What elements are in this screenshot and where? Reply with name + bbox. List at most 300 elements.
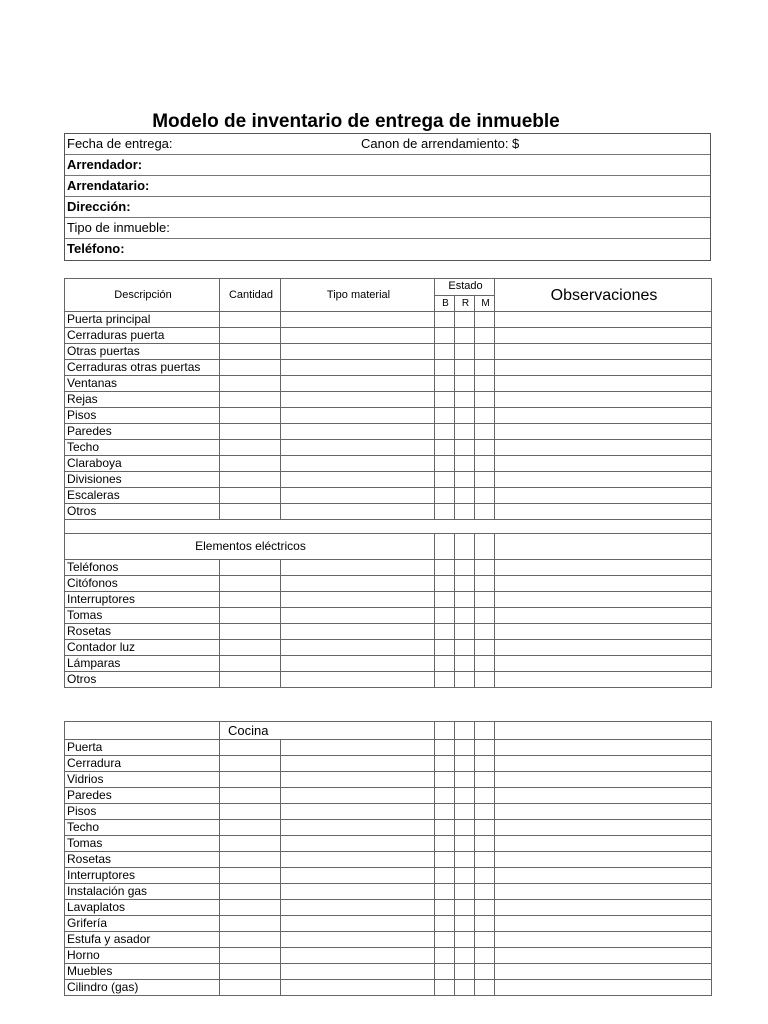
cantidad-cell [220,772,281,788]
kitchen-row [65,964,712,980]
tipo-material-cell [281,440,435,456]
observaciones-cell [495,640,712,656]
estado-m-cell [475,868,495,884]
electric-row [65,672,712,688]
kitchen-row [65,820,712,836]
observaciones-cell [495,964,712,980]
tipo-material-cell [281,884,435,900]
kitchen-row [65,948,712,964]
item-description: Puerta [65,740,220,756]
kitchen-row [65,884,712,900]
cantidad-cell [220,392,281,408]
estado-b-cell [435,656,455,672]
estado-m-cell [475,804,495,820]
cantidad-cell [220,592,281,608]
col-header-m: M [475,295,495,312]
electric-section-header [65,534,712,560]
estado-b-cell [435,608,455,624]
telefono-label: Teléfono: [67,241,125,256]
estado-b-cell [435,788,455,804]
kitchen-row [65,980,712,996]
inventory-row [65,408,712,424]
tipo-material-cell [281,344,435,360]
item-description: Otros [65,504,220,520]
tipo-material-cell [281,836,435,852]
electric-section-title: Elementos eléctricos [65,534,435,560]
inventory-row [65,376,712,392]
observaciones-cell [495,576,712,592]
item-description: Techo [65,440,220,456]
item-description: Otros [65,672,220,688]
estado-r-cell [455,964,475,980]
arrendatario-row [65,176,710,197]
observaciones-cell [495,884,712,900]
electric-row [65,640,712,656]
spacer-body [65,520,712,534]
estado-r-cell [455,656,475,672]
cantidad-cell [220,576,281,592]
tipo-material-cell [281,488,435,504]
direccion-row [65,197,710,218]
estado-r-cell [455,756,475,772]
estado-m-cell [475,820,495,836]
observaciones-cell [495,932,712,948]
inventory-row [65,488,712,504]
item-description: Interruptores [65,592,220,608]
estado-m-cell [475,576,495,592]
estado-b-cell [435,804,455,820]
estado-m-cell [475,964,495,980]
estado-m-cell [475,328,495,344]
estado-b-cell [435,344,455,360]
item-description: Divisiones [65,472,220,488]
item-description: Contador luz [65,640,220,656]
estado-m-cell [475,836,495,852]
tipo-inmueble-label: Tipo de inmueble: [67,220,170,235]
kitchen-section-title: Cocina [220,722,435,740]
estado-b-cell [435,392,455,408]
estado-r-cell [455,592,475,608]
item-description: Claraboya [65,456,220,472]
estado-b-cell [435,592,455,608]
estado-m-cell [475,440,495,456]
item-description: Lámparas [65,656,220,672]
cantidad-cell [220,820,281,836]
kitchen-section-header [65,722,712,740]
estado-r-cell [455,788,475,804]
kitchen-items-body [65,722,712,996]
electric-row [65,608,712,624]
estado-r-cell [455,948,475,964]
estado-b-cell [435,376,455,392]
cantidad-cell [220,440,281,456]
telefono-row [65,239,710,260]
cantidad-cell [220,360,281,376]
estado-m-cell [475,376,495,392]
cantidad-cell [220,672,281,688]
item-description: Paredes [65,424,220,440]
estado-r-cell [455,504,475,520]
cantidad-cell [220,740,281,756]
observaciones-cell [495,456,712,472]
item-description: Cerraduras puerta [65,328,220,344]
item-description: Pisos [65,804,220,820]
page-title: Modelo de inventario de entrega de inmueble [152,111,560,132]
estado-m-cell [475,852,495,868]
item-description: Rosetas [65,624,220,640]
observaciones-cell [495,772,712,788]
inventory-row [65,456,712,472]
estado-b-cell [435,852,455,868]
item-description: Cilindro (gas) [65,980,220,996]
item-description: Citófonos [65,576,220,592]
observaciones-cell [495,868,712,884]
arrendador-label: Arrendador: [67,157,143,172]
cantidad-cell [220,560,281,576]
electric-row [65,576,712,592]
tipo-material-cell [281,656,435,672]
observaciones-cell [495,560,712,576]
inventory-row [65,344,712,360]
estado-r-cell [455,772,475,788]
estado-m-cell [475,592,495,608]
estado-r-cell [455,820,475,836]
item-description: Paredes [65,788,220,804]
item-description: Techo [65,820,220,836]
observaciones-cell [495,756,712,772]
estado-b-cell [435,932,455,948]
item-description: Tomas [65,608,220,624]
cantidad-cell [220,980,281,996]
tipo-material-cell [281,576,435,592]
estado-r-cell [455,608,475,624]
arrendador-row [65,155,710,176]
tipo-material-cell [281,772,435,788]
estado-b-cell [435,836,455,852]
estado-r-cell [455,376,475,392]
estado-b-cell [435,640,455,656]
observaciones-cell [495,408,712,424]
inventory-row [65,392,712,408]
col-header-tipo-material: Tipo material [281,279,435,312]
item-description: Estufa y asador [65,932,220,948]
estado-b-cell [435,884,455,900]
cantidad-cell [220,884,281,900]
item-description: Tomas [65,836,220,852]
inventory-row [65,312,712,328]
col-header-descripcion: Descripción [65,279,220,312]
canon-label: Canon de arrendamiento: $ [361,136,520,151]
estado-m-cell [475,560,495,576]
tipo-material-cell [281,472,435,488]
electric-row [65,560,712,576]
estado-r-cell [455,900,475,916]
estado-b-cell [435,408,455,424]
observaciones-cell [495,344,712,360]
col-header-cantidad: Cantidad [220,279,281,312]
inventory-row [65,440,712,456]
tipo-material-cell [281,916,435,932]
estado-m-cell [475,456,495,472]
tipo-material-cell [281,672,435,688]
estado-r-cell [455,472,475,488]
observaciones-cell [495,836,712,852]
tipo-material-cell [281,456,435,472]
kitchen-row [65,932,712,948]
estado-r-cell [455,932,475,948]
estado-m-cell [475,916,495,932]
estado-b-cell [435,756,455,772]
cantidad-cell [220,964,281,980]
estado-r-cell [455,640,475,656]
tipo-material-cell [281,608,435,624]
tipo-material-cell [281,376,435,392]
spacer-row [65,520,712,534]
item-description: Vidrios [65,772,220,788]
estado-r-cell [455,576,475,592]
estado-m-cell [475,392,495,408]
estado-r-cell [455,392,475,408]
cantidad-cell [220,376,281,392]
kitchen-row [65,756,712,772]
observaciones-cell [495,504,712,520]
cantidad-cell [220,504,281,520]
estado-m-cell [475,424,495,440]
tipo-material-cell [281,560,435,576]
estado-m-cell [475,980,495,996]
observaciones-cell [495,592,712,608]
estado-b-cell [435,868,455,884]
observaciones-cell [495,488,712,504]
estado-m-cell [475,504,495,520]
tipo-material-cell [281,408,435,424]
tipo-material-cell [281,820,435,836]
estado-m-cell [475,740,495,756]
tipo-material-cell [281,312,435,328]
tipo-material-cell [281,948,435,964]
estado-r-cell [455,408,475,424]
observaciones-cell [495,804,712,820]
fecha-label: Fecha de entrega: [67,136,173,151]
estado-m-cell [475,788,495,804]
estado-m-cell [475,900,495,916]
item-description: Rejas [65,392,220,408]
observaciones-cell [495,900,712,916]
estado-m-cell [475,312,495,328]
observaciones-cell [495,740,712,756]
estado-r-cell [455,980,475,996]
estado-m-cell [475,344,495,360]
estado-b-cell [435,312,455,328]
estado-r-cell [455,424,475,440]
estado-b-cell [435,504,455,520]
estado-b-cell [435,424,455,440]
kitchen-row [65,852,712,868]
estado-r-cell [455,560,475,576]
estado-b-cell [435,740,455,756]
cantidad-cell [220,424,281,440]
estado-r-cell [455,312,475,328]
observaciones-cell [495,820,712,836]
estado-b-cell [435,964,455,980]
cantidad-cell [220,788,281,804]
estado-r-cell [455,440,475,456]
cantidad-cell [220,408,281,424]
estado-r-cell [455,360,475,376]
inventory-table-main [64,278,712,688]
cantidad-cell [220,756,281,772]
tipo-material-cell [281,900,435,916]
observaciones-cell [495,980,712,996]
estado-b-cell [435,672,455,688]
observaciones-cell [495,392,712,408]
estado-r-cell [455,836,475,852]
cantidad-cell [220,836,281,852]
col-header-estado: Estado [435,279,495,296]
estado-r-cell [455,488,475,504]
estado-b-cell [435,440,455,456]
estado-r-cell [455,916,475,932]
estado-m-cell [475,656,495,672]
estado-r-cell [455,344,475,360]
kitchen-row [65,868,712,884]
tipo-material-cell [281,592,435,608]
electric-row [65,656,712,672]
observaciones-cell [495,312,712,328]
estado-b-cell [435,772,455,788]
cantidad-cell [220,312,281,328]
estado-r-cell [455,852,475,868]
item-description: Grifería [65,916,220,932]
estado-m-cell [475,624,495,640]
tipo-material-cell [281,640,435,656]
tipo-material-cell [281,392,435,408]
kitchen-row [65,788,712,804]
observaciones-cell [495,624,712,640]
electric-row [65,592,712,608]
estado-m-cell [475,640,495,656]
observaciones-cell [495,852,712,868]
inventory-row [65,504,712,520]
estado-b-cell [435,560,455,576]
cantidad-cell [220,608,281,624]
cantidad-cell [220,488,281,504]
estado-m-cell [475,772,495,788]
cantidad-cell [220,804,281,820]
estado-r-cell [455,624,475,640]
electric-items-body [65,534,712,688]
inventory-row [65,328,712,344]
estado-m-cell [475,408,495,424]
observaciones-cell [495,948,712,964]
estado-r-cell [455,884,475,900]
observaciones-cell [495,360,712,376]
direccion-label: Dirección: [67,199,131,214]
item-description: Muebles [65,964,220,980]
estado-r-cell [455,804,475,820]
tipo-material-cell [281,328,435,344]
estado-b-cell [435,980,455,996]
estado-r-cell [455,868,475,884]
estado-b-cell [435,576,455,592]
estado-b-cell [435,900,455,916]
cantidad-cell [220,932,281,948]
item-description: Puerta principal [65,312,220,328]
tipo-material-cell [281,932,435,948]
general-items-body [65,312,712,520]
cantidad-cell [220,328,281,344]
tipo-material-cell [281,624,435,640]
estado-b-cell [435,456,455,472]
cantidad-cell [220,916,281,932]
estado-b-cell [435,488,455,504]
estado-r-cell [455,740,475,756]
observaciones-cell [495,472,712,488]
inventory-row [65,360,712,376]
estado-m-cell [475,608,495,624]
estado-b-cell [435,916,455,932]
tipo-material-cell [281,852,435,868]
cantidad-cell [220,640,281,656]
cantidad-cell [220,900,281,916]
item-description: Pisos [65,408,220,424]
inventory-row [65,472,712,488]
col-header-b: B [435,295,455,312]
kitchen-row [65,916,712,932]
fecha-row [65,134,710,155]
inventory-table-kitchen [64,721,712,996]
tipo-material-cell [281,360,435,376]
item-description: Interruptores [65,868,220,884]
arrendatario-label: Arrendatario: [67,178,150,193]
cantidad-cell [220,868,281,884]
observaciones-cell [495,788,712,804]
tipo-material-cell [281,868,435,884]
item-description: Horno [65,948,220,964]
kitchen-row [65,900,712,916]
cantidad-cell [220,344,281,360]
cantidad-cell [220,852,281,868]
col-header-observaciones: Observaciones [495,279,712,312]
estado-b-cell [435,360,455,376]
header-info-box [64,133,711,261]
tipo-inmueble-row [65,218,710,239]
observaciones-cell [495,440,712,456]
estado-b-cell [435,624,455,640]
tipo-material-cell [281,964,435,980]
observaciones-cell [495,672,712,688]
item-description: Ventanas [65,376,220,392]
tipo-material-cell [281,804,435,820]
observaciones-cell [495,376,712,392]
estado-b-cell [435,328,455,344]
item-description: Lavaplatos [65,900,220,916]
estado-m-cell [475,672,495,688]
observaciones-cell [495,656,712,672]
estado-b-cell [435,948,455,964]
estado-r-cell [455,328,475,344]
estado-r-cell [455,672,475,688]
cantidad-cell [220,472,281,488]
inventory-row [65,424,712,440]
kitchen-row [65,836,712,852]
col-header-r: R [455,295,475,312]
tipo-material-cell [281,740,435,756]
observaciones-cell [495,424,712,440]
estado-m-cell [475,360,495,376]
cantidad-cell [220,456,281,472]
observaciones-cell [495,328,712,344]
